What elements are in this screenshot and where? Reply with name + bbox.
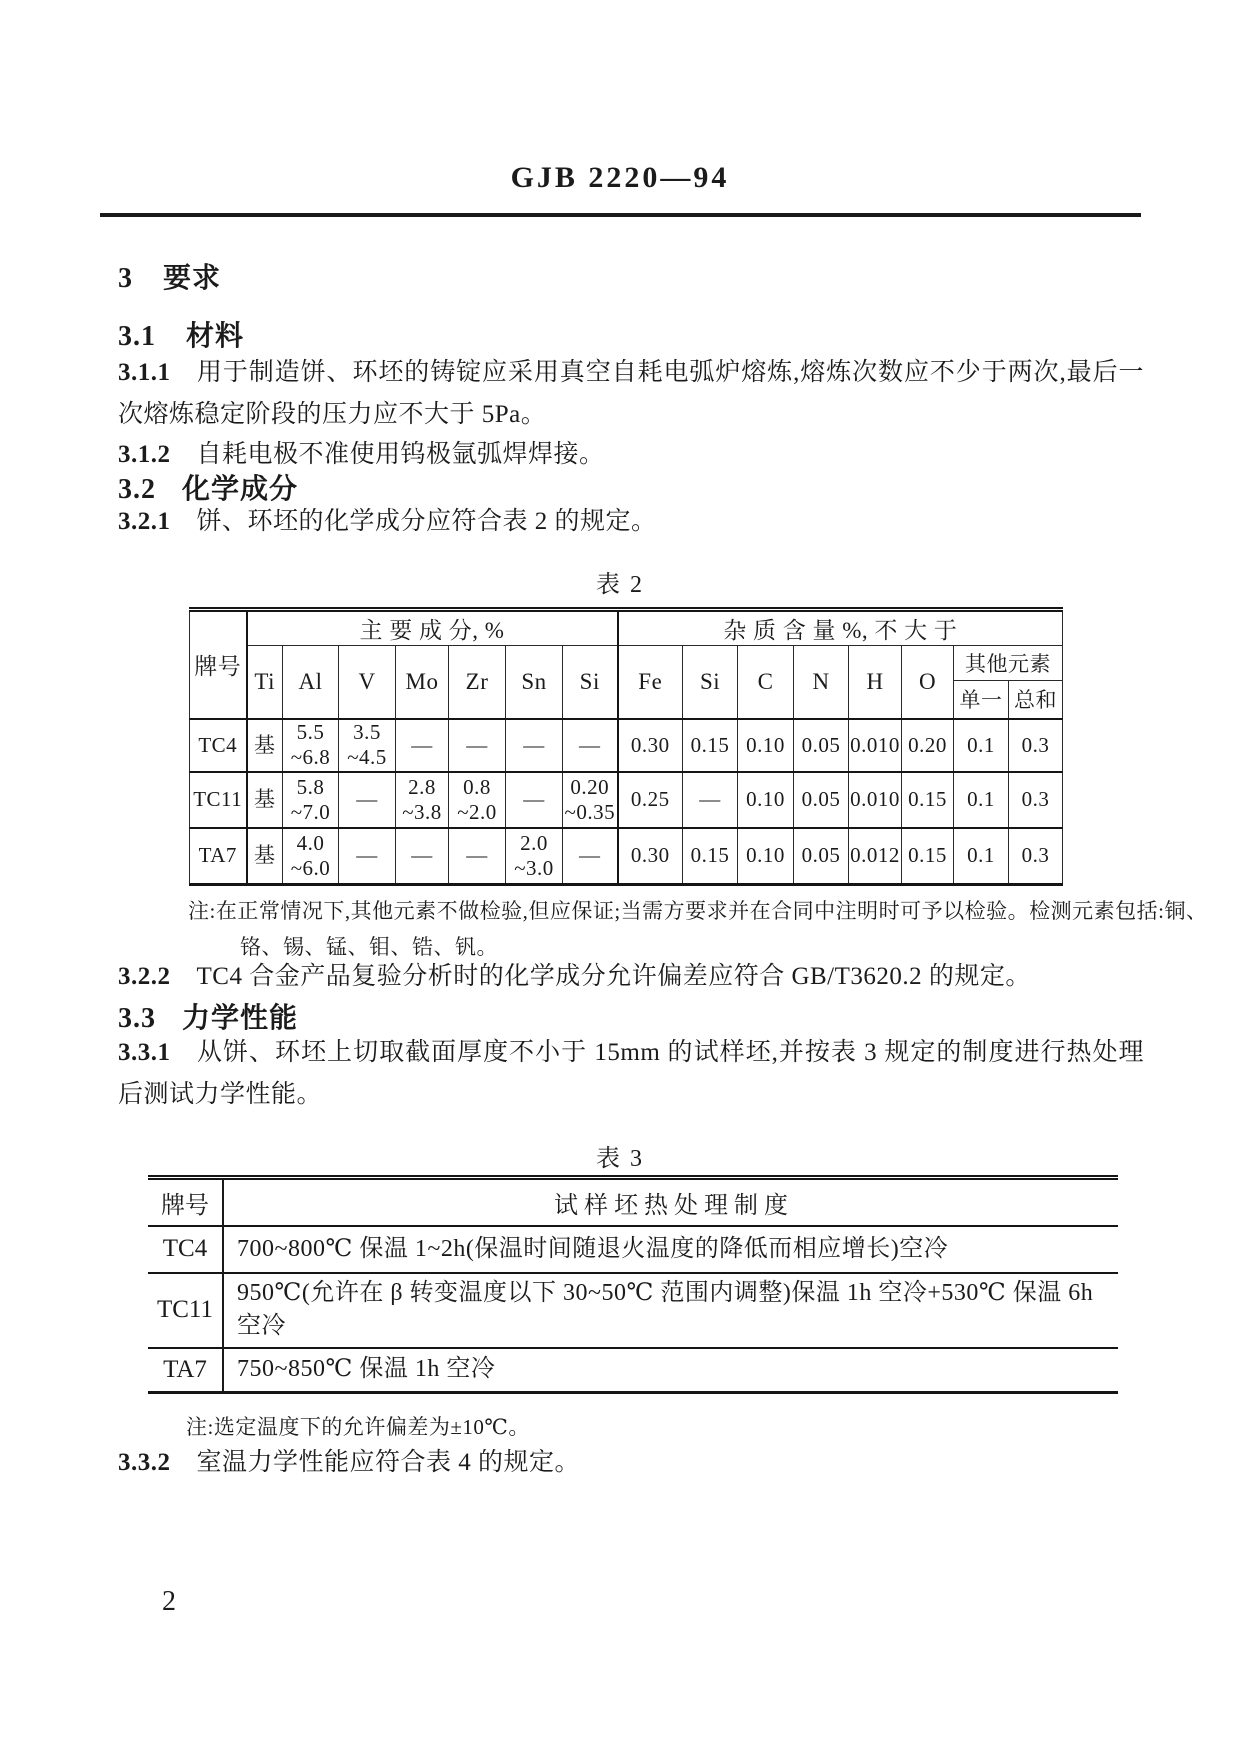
column-header: Sn	[506, 646, 563, 719]
table-cell: —	[449, 719, 506, 772]
table-cell: —	[563, 719, 618, 772]
table-cell: 0.10	[738, 772, 794, 828]
column-header: 单一	[954, 681, 1009, 719]
table-2-caption: 表 2	[596, 572, 644, 598]
table-row	[190, 646, 1063, 681]
table-cell: 0.25	[618, 772, 683, 828]
brand-cell: TC11	[190, 772, 247, 828]
column-header-other-elements: 其他元素	[954, 646, 1063, 681]
table-row	[190, 828, 1063, 885]
table-cell: —	[396, 828, 449, 885]
column-header: Ti	[247, 646, 283, 719]
column-header: Zr	[449, 646, 506, 719]
section-title: 化学成分	[182, 474, 299, 505]
table-cell: 0.15	[902, 772, 954, 828]
section-number: 3.3	[118, 1003, 156, 1034]
brand-cell: TC11	[148, 1273, 223, 1348]
table-cell: —	[339, 772, 396, 828]
table-cell: 2.8 ~3.8	[396, 772, 449, 828]
section-number: 3.2.1	[118, 508, 171, 535]
doc-number: GJB 2220—94	[510, 161, 730, 194]
table-row	[190, 610, 1063, 646]
header-rule	[100, 213, 1141, 217]
table-cell: 0.20 ~0.35	[563, 772, 618, 828]
table-2-note-line-2: 铬、锡、锰、钼、锆、钒。	[240, 935, 498, 959]
table-3-heat-treatment	[148, 1175, 1118, 1394]
table-cell: —	[339, 828, 396, 885]
section-number: 3.1	[118, 321, 156, 352]
table-row	[148, 1273, 1118, 1348]
column-header-treatment: 试 样 坯 热 处 理 制 度	[554, 1192, 788, 1219]
table-cell: 0.15	[902, 828, 954, 885]
group-header-main: 主 要 成 分, %	[247, 610, 618, 646]
section-title: 要求	[163, 263, 222, 294]
column-header-brand: 牌号	[148, 1178, 223, 1226]
table-cell: 0.15	[683, 828, 738, 885]
table-cell: 0.010	[849, 772, 902, 828]
section-title: 力学性能	[182, 1003, 299, 1034]
paragraph-text: 自耗电极不准使用钨极氩弧焊焊接。	[196, 441, 605, 468]
table-cell: 4.0 ~6.0	[283, 828, 339, 885]
paragraph-text: 室温力学性能应符合表 4 的规定。	[196, 1449, 581, 1476]
paragraph-text: TC4 合金产品复验分析时的化学成分允许偏差应符合 GB/T3620.2 的规定。	[196, 963, 1031, 990]
brand-cell: TA7	[148, 1348, 223, 1393]
paragraph-line	[118, 1032, 1144, 1074]
paragraph-line	[118, 352, 1144, 394]
brand-cell: TA7	[190, 828, 247, 885]
table-cell: —	[506, 772, 563, 828]
table-row	[148, 1348, 1118, 1393]
table-cell: 基	[247, 772, 283, 828]
table-cell: 基	[247, 719, 283, 772]
table-cell: —	[563, 828, 618, 885]
table-cell: 0.012	[849, 828, 902, 885]
table-cell: 0.05	[794, 772, 849, 828]
table-cell: 0.05	[794, 828, 849, 885]
paragraph-line: 后测试力学性能。	[118, 1081, 323, 1108]
table-cell: 3.5 ~4.5	[339, 719, 396, 772]
section-number: 3.3.1	[118, 1039, 171, 1066]
table-cell: —	[449, 828, 506, 885]
column-header-brand: 牌号	[190, 610, 247, 719]
group-header-impurity: 杂 质 含 量 %, 不 大 于	[618, 610, 1063, 646]
section-number: 3.2.2	[118, 963, 171, 990]
table-cell: 0.3	[1009, 772, 1063, 828]
table-row	[190, 719, 1063, 772]
paragraph-text: 用于制造饼、环坯的铸锭应采用真空自耗电弧炉熔炼,熔炼次数应不少于两次,最后一	[196, 359, 1144, 386]
column-header: O	[902, 646, 954, 719]
paragraph-3-2-1	[118, 501, 657, 543]
column-header: Mo	[396, 646, 449, 719]
table-cell: 0.1	[954, 772, 1009, 828]
table-cell: 0.3	[1009, 719, 1063, 772]
column-header: C	[738, 646, 794, 719]
table-cell: 0.10	[738, 719, 794, 772]
section-number: 3.3.2	[118, 1449, 171, 1476]
table-cell: 0.05	[794, 719, 849, 772]
table-cell: 5.8 ~7.0	[283, 772, 339, 828]
section-heading-3-1	[118, 314, 244, 354]
brand-cell: TC4	[190, 719, 247, 772]
paragraph-3-3-1	[118, 1032, 1144, 1116]
treatment-cell: 700~800℃ 保温 1~2h(保温时间随退火温度的降低而相应增长)空冷	[223, 1226, 1118, 1273]
paragraph-line: 次熔炼稳定阶段的压力应不大于 5Pa。	[118, 401, 547, 428]
table-cell: 0.30	[618, 828, 683, 885]
table-cell: 0.10	[738, 828, 794, 885]
table-row	[148, 1226, 1118, 1273]
column-header: 总和	[1009, 681, 1063, 719]
table-2-note-line-1: 注:在正常情况下,其他元素不做检验,但应保证;当需方要求并在合同中注明时可予以检验。检测元素包括:铜、	[188, 899, 1208, 923]
table-cell: 0.30	[618, 719, 683, 772]
page-number: 2	[162, 1586, 176, 1617]
table-cell: 0.010	[849, 719, 902, 772]
paragraph-3-1-1	[118, 352, 1144, 436]
paragraph-text: 从饼、环坯上切取截面厚度不小于 15mm 的试样坯,并按表 3 规定的制度进行热处理	[196, 1039, 1144, 1066]
table-cell: 0.1	[954, 719, 1009, 772]
table-cell: 0.1	[954, 828, 1009, 885]
column-header: N	[794, 646, 849, 719]
table-cell: —	[683, 772, 738, 828]
section-number: 3.2	[118, 474, 156, 505]
section-number: 3.1.1	[118, 359, 171, 386]
section-heading-3-3	[118, 996, 298, 1036]
column-header: Al	[283, 646, 339, 719]
table-row	[190, 772, 1063, 828]
table-cell: 0.20	[902, 719, 954, 772]
column-header: Si	[683, 646, 738, 719]
table-cell: 2.0 ~3.0	[506, 828, 563, 885]
table-cell: 0.3	[1009, 828, 1063, 885]
table-3-note: 注:选定温度下的允许偏差为±10℃。	[186, 1415, 530, 1439]
section-title: 材料	[186, 321, 245, 352]
treatment-cell: 950℃(允许在 β 转变温度以下 30~50℃ 范围内调整)保温 1h 空冷+530℃ 保温 6h 空冷	[223, 1273, 1118, 1348]
section-number: 3	[118, 263, 133, 294]
section-number: 3.1.2	[118, 441, 171, 468]
section-heading-3	[118, 256, 221, 296]
brand-cell: TC4	[148, 1226, 223, 1273]
column-header: H	[849, 646, 902, 719]
treatment-cell: 750~850℃ 保温 1h 空冷	[223, 1348, 1118, 1393]
paragraph-3-2-2	[118, 956, 1031, 998]
table-3-caption: 表 3	[596, 1146, 644, 1172]
paragraph-3-3-2	[118, 1442, 580, 1484]
column-header: Si	[563, 646, 618, 719]
table-cell: —	[506, 719, 563, 772]
column-header: V	[339, 646, 396, 719]
table-cell: 0.15	[683, 719, 738, 772]
table-cell: —	[396, 719, 449, 772]
column-header: Fe	[618, 646, 683, 719]
table-cell: 5.5 ~6.8	[283, 719, 339, 772]
table-cell: 0.8 ~2.0	[449, 772, 506, 828]
table-row	[148, 1178, 1118, 1226]
table-cell: 基	[247, 828, 283, 885]
paragraph-text: 饼、环坯的化学成分应符合表 2 的规定。	[196, 508, 657, 535]
table-2-chemical-composition	[189, 607, 1063, 886]
